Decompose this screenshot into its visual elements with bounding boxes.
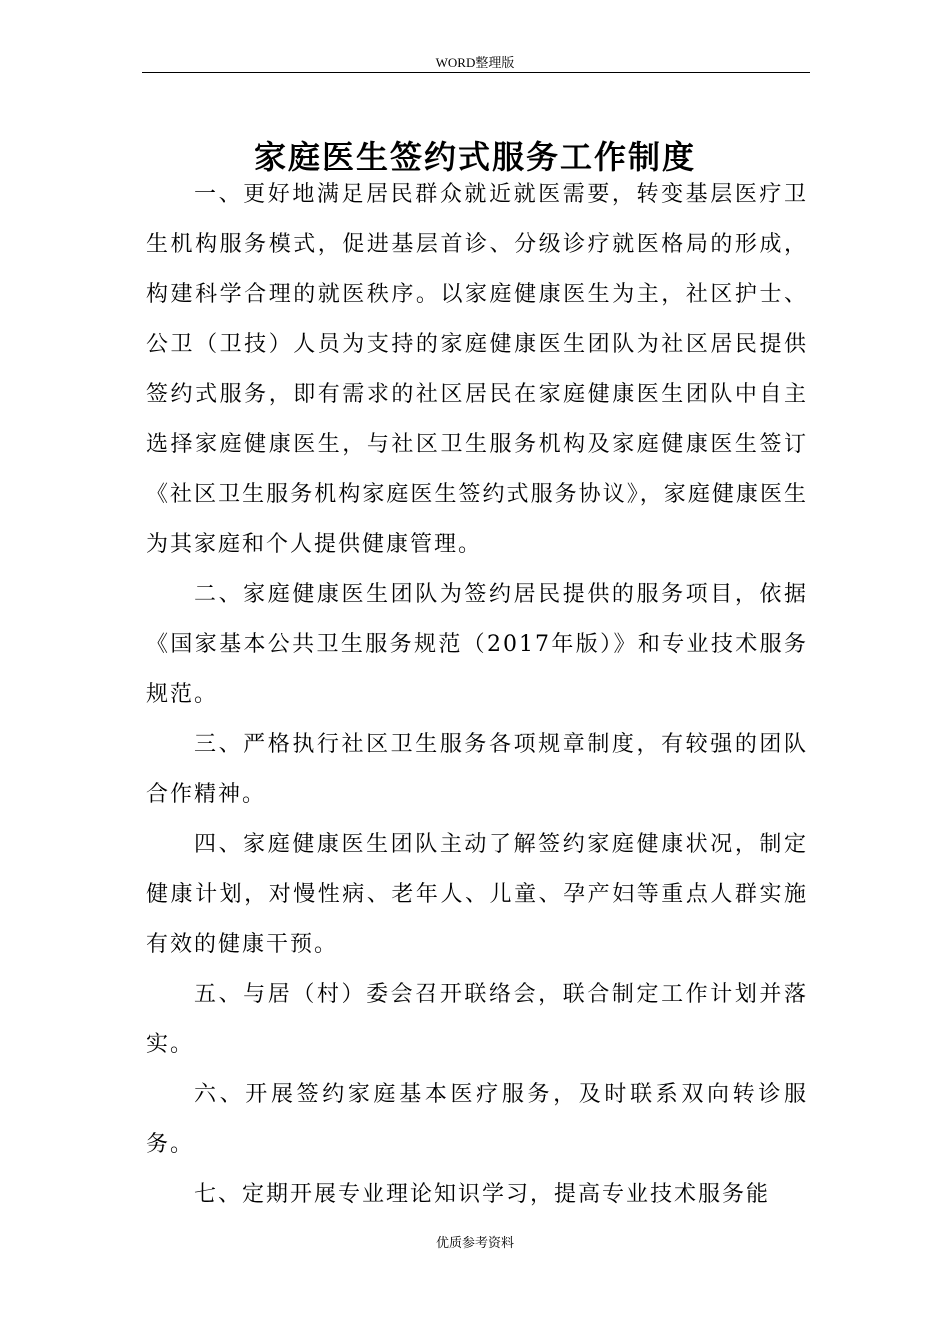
- paragraph-4: 四、家庭健康医生团队主动了解签约家庭健康状况，制定健康计划，对慢性病、老年人、儿童、孕产妇等重点人群实施有效的健康干预。: [146, 832, 808, 957]
- paragraph-5: 五、与居（村）委会召开联络会，联合制定工作计划并落实。: [146, 982, 808, 1057]
- page-header: WORD整理版: [435, 55, 515, 70]
- paragraph-2: 二、家庭健康医生团队为签约居民提供的服务项目，依据《国家基本公共卫生服务规范（2017年版）》和专业技术服务规范。: [146, 582, 808, 707]
- document-title: 家庭医生签约式服务工作制度: [253, 138, 696, 177]
- paragraph-1: 一、更好地满足居民群众就近就医需要，转变基层医疗卫生机构服务模式，促进基层首诊、分级诊疗就医格局的形成，构建科学合理的就医秩序。以家庭健康医生为主，社区护士、公卫（卫技）人员为支持的家庭健康医生团队为社区居民提供签约式服务，即有需求的社区居民在家庭健康医生团队中自主选择家庭健康医生，与社区卫生服务机构及家庭健康医生签订《社区卫生服务机构家庭医生签约式服务协议》，家庭健康医生为其家庭和个人提供健康管理。: [146, 182, 808, 557]
- header-divider: [142, 72, 810, 73]
- paragraph-6: 六、开展签约家庭基本医疗服务，及时联系双向转诊服务。: [146, 1082, 808, 1157]
- document-body: [146, 170, 808, 1220]
- paragraph-3: 三、严格执行社区卫生服务各项规章制度，有较强的团队合作精神。: [146, 732, 808, 807]
- page-footer: 优质参考资料: [435, 1236, 514, 1251]
- paragraph-7: 七、定期开展专业理论知识学习，提高专业技术服务能: [194, 1182, 771, 1207]
